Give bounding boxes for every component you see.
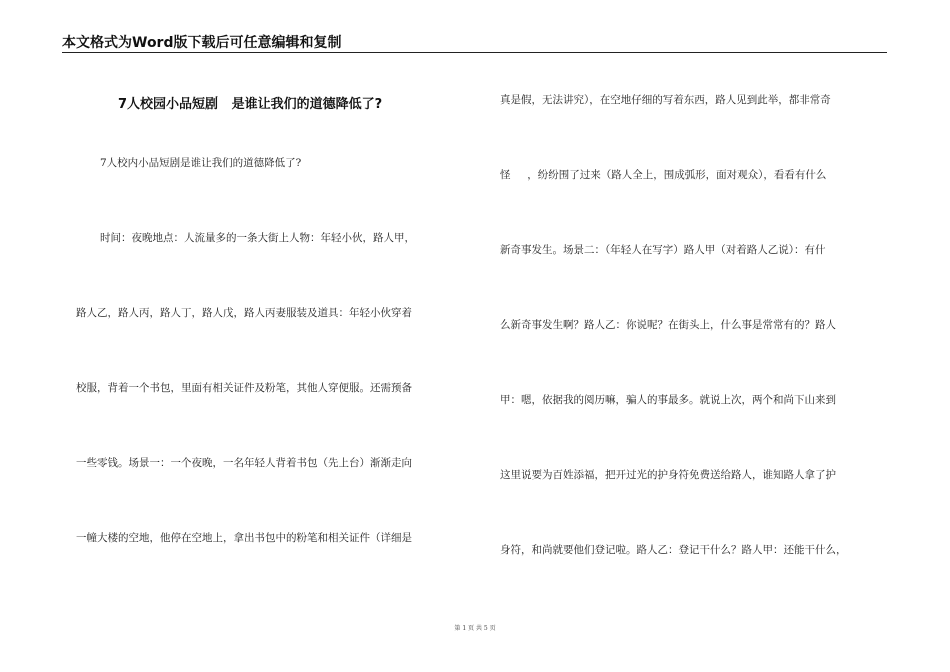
- right-line-3: 新奇事发生。场景二：（年轻人在写字）路人甲（对着路人乙说）：有什: [500, 244, 826, 256]
- right-line-2: 怪 ，纷纷围了过来（路人全上，围成弧形，面对观众），看看有什么: [500, 169, 827, 181]
- right-line-6: 这里说要为百姓添福，把开过光的护身符免费送给路人，谁知路人拿了护: [500, 469, 836, 481]
- right-line-1: 真是假，无法讲究），在空地仔细的写着东西，路人见到此举，都非常奇: [500, 94, 831, 106]
- right-line-5: 甲：嗯，依据我的阅历嘛，骗人的事最多。就说上次，两个和尚下山来到: [500, 394, 836, 406]
- left-line-4: 校服，背着一个书包，里面有相关证件及粉笔，其他人穿便服。还需预备: [76, 382, 412, 394]
- header-divider: [62, 52, 887, 53]
- document-banner: 本文格式为Word版下载后可任意编辑和复制: [62, 35, 342, 51]
- document-title: 7人校园小品短剧 是谁让我们的道德降低了?: [118, 97, 383, 112]
- right-line-4: 么新奇事发生啊？路人乙：你说呢？在街头上，什么事是常常有的？路人: [500, 319, 836, 331]
- page-number: 第 1 页 共 5 页: [454, 625, 496, 632]
- left-line-6: 一幢大楼的空地，他停在空地上，拿出书包中的粉笔和相关证件（详细是: [76, 532, 412, 544]
- left-line-3: 路人乙，路人丙，路人丁，路人戊，路人丙妻服装及道具：年轻小伙穿着: [76, 307, 412, 319]
- left-line-2: 时间：夜晚地点：人流量多的一条大街上人物：年轻小伙，路人甲，: [100, 232, 415, 244]
- left-line-5: 一些零钱。场景一：一个夜晚，一名年轻人背着书包（先上台）渐渐走向: [76, 457, 412, 469]
- right-line-7: 身符，和尚就要他们登记啦。路人乙：登记干什么？路人甲：还能干什么，: [500, 544, 847, 556]
- left-line-1: 7人校内小品短剧是谁让我们的道德降低了?: [100, 157, 302, 169]
